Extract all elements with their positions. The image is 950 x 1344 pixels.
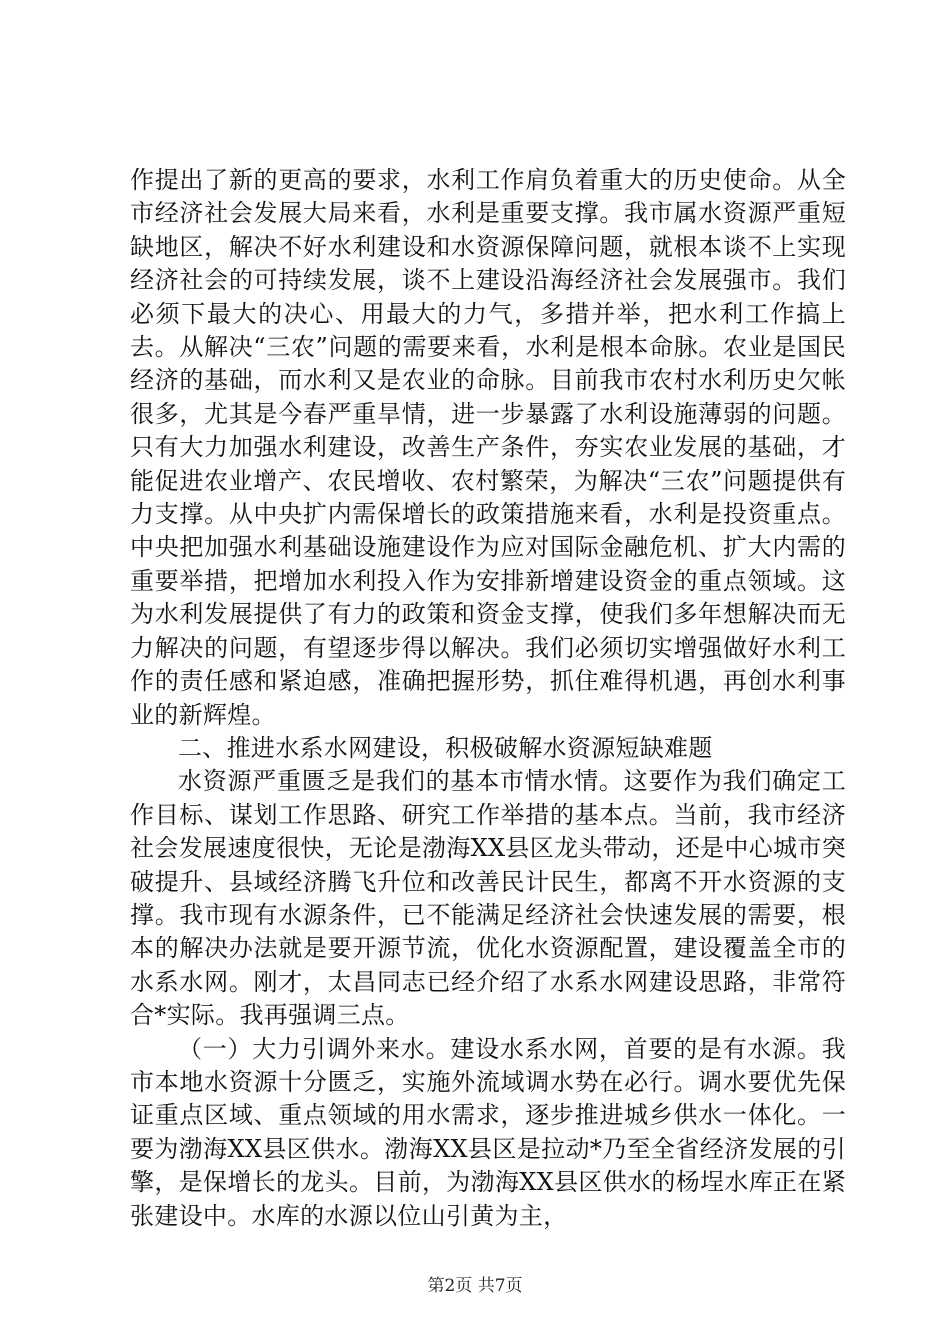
document-body (130, 164, 846, 1233)
paragraph-2: 水资源严重匮乏是我们的基本市情水情。这要作为我们确定工作目标、谋划工作思路、研究工作举措的基本点。当前，我市经济社会发展速度很快，无论是渤海XX县区龙头带动，还是中心城市突破提升、县域经济腾飞升位和改善民计民生，都离不开水资源的支撑。我市现有水源条件，已不能满足经济社会快速发展的需要，根本的解决办法就是要开源节流，优化水资源配置，建设覆盖全市的水系水网。刚才，太昌同志已经介绍了水系水网建设思路，非常符合*实际。我再强调三点。 (130, 767, 846, 1030)
section-heading: 二、推进水系水网建设，积极破解水资源短缺难题 (178, 733, 713, 762)
paragraph-1: 作提出了新的更高的要求，水利工作肩负着重大的历史使命。从全市经济社会发展大局来看，水利是重要支撑。我市属水资源严重短缺地区，解决不好水利建设和水资源保障问题，就根本谈不上实现经济社会的可持续发展，谈不上建设沿海经济社会发展强市。我们必须下最大的决心、用最大的力气，多措并举，把水利工作搞上去。从解决“三农”问题的需要来看，水利是根本命脉。农业是国民经济的基础，而水利又是农业的命脉。目前我市农村水利历史欠帐很多，尤其是今春严重旱情，进一步暴露了水利设施薄弱的问题。只有大力加强水利建设，改善生产条件，夯实农业发展的基础，才能促进农业增产、农民增收、农村繁荣，为解决“三农”问题提供有力支撑。从中央扩内需保增长的政策措施来看，水利是投资重点。中央把加强水利基础设施建设作为应对国际金融危机、扩大内需的重要举措，把增加水利投入作为安排新增建设资金的重点领域。这为水利发展提供了有力的政策和资金支撑，使我们多年想解决而无力解决的问题，有望逐步得以解决。我们必须切实增强做好水利工作的责任感和紧迫感，准确把握形势，抓住难得机遇，再创水利事业的新辉煌。 (130, 166, 846, 729)
paragraph-3: （一）大力引调外来水。建设水系水网，首要的是有水源。我市本地水资源十分匮乏，实施外流域调水势在必行。调水要优先保证重点区域、重点领域的用水需求，逐步推进城乡供水一体化。一要为渤海XX县区供水。渤海XX县区是拉动*乃至全省经济发展的引擎，是保增长的龙头。目前，为渤海XX县区供水的杨埕水库正在紧张建设中。水库的水源以位山引黄为主， (130, 1034, 846, 1230)
page-number-footer: 第2页 共7页 (427, 1276, 523, 1296)
